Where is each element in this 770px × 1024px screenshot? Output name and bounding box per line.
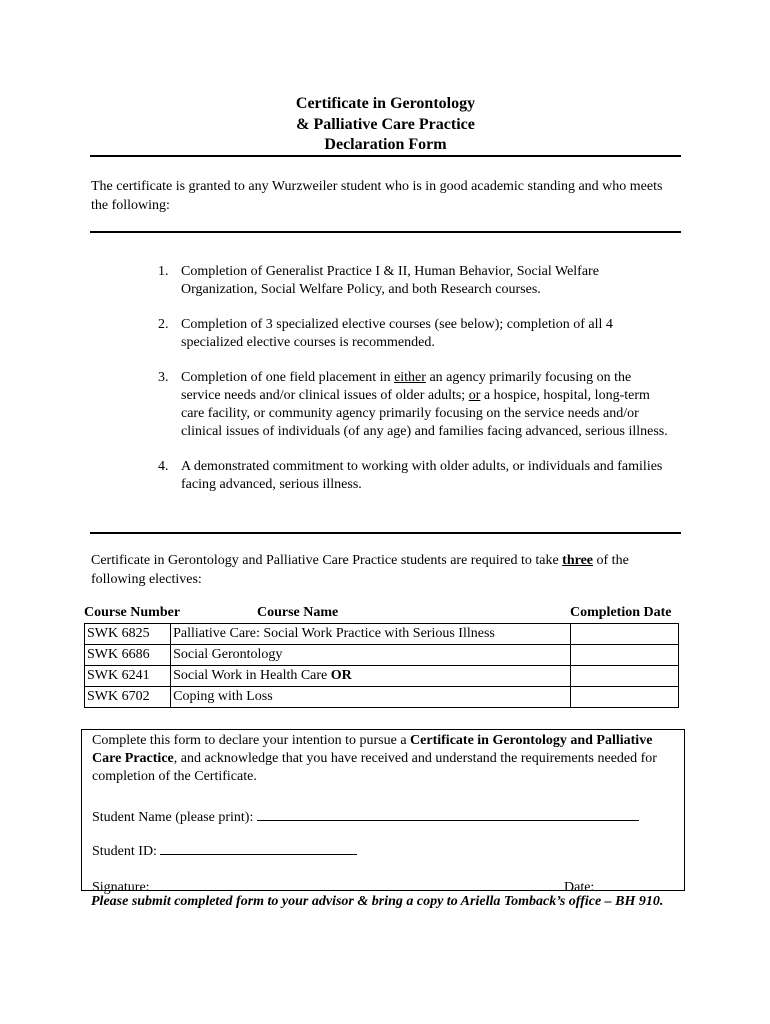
requirement-text: Completion of Generalist Practice I & II, Human Behavior, Social Welfare Organization, Social Welfare Policy, and both Research courses.	[181, 264, 599, 297]
requirement-item	[150, 458, 670, 494]
requirement-number: 1.	[158, 264, 169, 279]
header-course-number: Course Number	[84, 605, 181, 620]
student-name-field	[92, 806, 639, 826]
course-name: Palliative Care: Social Work Practice with Serious Illness	[173, 626, 495, 641]
course-number-cell: SWK 6825	[85, 624, 171, 645]
requirement-text-part: an agency primarily focusing on the service needs and/or clinical issues of older adults;	[181, 370, 632, 403]
declaration-text-part: Complete this form to declare your intention to pursue a	[92, 733, 411, 748]
student-id-label: Student ID:	[92, 844, 157, 859]
table-row	[85, 687, 679, 708]
course-name: Coping with Loss	[173, 689, 273, 704]
student-id-field	[92, 840, 357, 860]
completion-date-cell[interactable]	[570, 666, 678, 687]
requirement-item	[150, 369, 670, 441]
electives-intro-text: of the following electives:	[91, 553, 629, 587]
declaration-text	[92, 732, 672, 786]
electives-intro-text: Certificate in Gerontology and Palliative Care Practice students are required to take	[91, 553, 563, 568]
header-course-name: Course Name	[257, 605, 339, 620]
intro-paragraph: The certificate is granted to any Wurzweiler student who is in good academic standing and who meets the following:	[91, 179, 663, 213]
requirement-text-part: Completion of one field placement in	[181, 370, 395, 385]
requirement-emphasis-either: either	[394, 370, 426, 385]
courses-table-header	[84, 605, 681, 623]
title-divider	[90, 155, 681, 157]
title-line-3: Declaration Form	[324, 136, 447, 153]
completion-date-cell[interactable]	[570, 624, 678, 645]
course-number-cell: SWK 6241	[85, 666, 171, 687]
requirement-number: 4.	[158, 459, 169, 474]
requirement-emphasis-or: or	[468, 388, 481, 403]
declaration-text-part: , and acknowledge that you have received and understand the requirements needed for completion of the Certificate.	[92, 751, 657, 784]
declaration-box	[81, 729, 685, 895]
declaration-certificate-name: Certificate in Gerontology and Palliative Care Practice	[92, 733, 653, 766]
course-name-or: OR	[330, 668, 352, 683]
submission-instructions: Please submit completed form to your advisor & bring a copy to Ariella Tomback’s office – BH 910.	[91, 894, 664, 909]
student-name-label: Student Name (please print):	[92, 810, 254, 825]
requirements-divider	[90, 532, 681, 534]
table-row	[85, 645, 679, 666]
table-row	[85, 624, 679, 645]
requirement-item	[150, 263, 670, 299]
requirement-text: Completion of 3 specialized elective courses (see below); completion of all 4 specialized elective courses is recommended.	[181, 317, 613, 350]
course-name-cell	[171, 666, 571, 687]
course-name: Social Gerontology	[173, 647, 283, 662]
intro-divider	[90, 231, 681, 233]
requirement-item	[150, 316, 670, 352]
requirement-text-part: a hospice, hospital, long-term care facility, or community agency primarily focusing on the service needs and/or clinical issues of individuals (of any age) and families facing advanced, serious illness.	[181, 388, 668, 439]
signature-input[interactable]	[153, 876, 498, 891]
title-line-2: & Palliative Care Practice	[296, 115, 475, 133]
electives-intro-emphasis: three	[562, 553, 594, 568]
electives-intro	[91, 551, 681, 589]
course-name-cell	[171, 687, 571, 708]
student-id-input[interactable]	[160, 840, 357, 855]
completion-date-cell[interactable]	[570, 687, 678, 708]
requirements-list	[150, 263, 670, 511]
table-row	[85, 666, 679, 687]
date-label: Date:	[564, 880, 595, 895]
completion-date-cell[interactable]	[570, 645, 678, 666]
course-name-cell	[171, 645, 571, 666]
requirement-text: A demonstrated commitment to working with older adults, or individuals and families facing advanced, serious illness.	[181, 459, 663, 492]
header-completion-date: Completion Date	[570, 605, 672, 620]
signature-label: Signature:	[92, 880, 150, 895]
course-name-cell	[171, 624, 571, 645]
requirement-number: 2.	[158, 317, 169, 332]
date-input[interactable]	[598, 876, 668, 891]
student-name-input[interactable]	[257, 806, 639, 821]
course-number-cell: SWK 6686	[85, 645, 171, 666]
course-name: Social Work in Health Care	[173, 668, 331, 683]
requirement-number: 3.	[158, 370, 169, 385]
title-line-1: Certificate in Gerontology	[295, 95, 476, 112]
course-number-cell: SWK 6702	[85, 687, 171, 708]
form-title	[90, 94, 681, 156]
courses-table	[84, 623, 679, 708]
